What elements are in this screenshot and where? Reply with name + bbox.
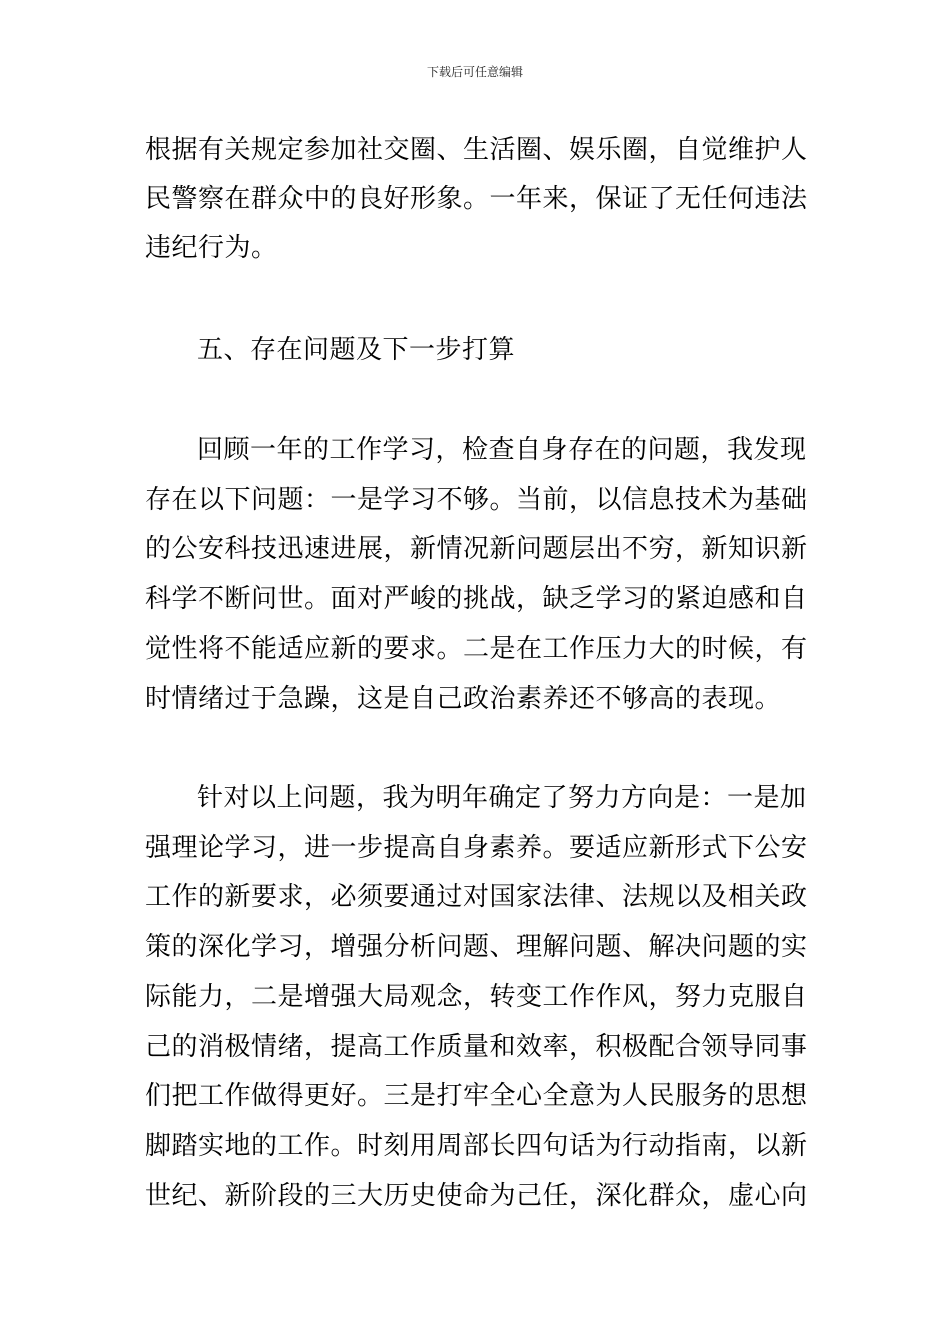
- paragraph-2-line-3: 的公安科技迅速进展，新情况新问题层出不穷，新知识新: [145, 534, 808, 564]
- section-heading: 五、存在问题及下一步打算: [197, 335, 516, 365]
- paragraph-1-line-3: 违纪行为。: [145, 233, 278, 263]
- paragraph-2-line-2: 存在以下问题：一是学习不够。当前，以信息技术为基础: [145, 485, 808, 515]
- paragraph-3-line-9: 世纪、新阶段的三大历史使命为己任，深化群众，虚心向: [145, 1181, 808, 1211]
- paragraph-3-line-7: 们把工作做得更好。三是打牢全心全意为人民服务的思想: [145, 1081, 808, 1111]
- paragraph-2-line-1: 回顾一年的工作学习，检查自身存在的问题，我发现: [197, 435, 807, 465]
- paragraph-3-line-1: 针对以上问题，我为明年确定了努力方向是：一是加: [197, 783, 807, 813]
- page-header: 下载后可任意编辑: [426, 65, 523, 79]
- paragraph-3-line-5: 际能力，二是增强大局观念，转变工作作风，努力克服自: [145, 982, 808, 1012]
- paragraph-1-line-2: 民警察在群众中的良好形象。一年来，保证了无任何违法: [145, 184, 808, 214]
- paragraph-3-line-8: 脚踏实地的工作。时刻用周部长四句话为行动指南，以新: [145, 1131, 808, 1161]
- paragraph-1-line-1: 根据有关规定参加社交圈、生活圈、娱乐圈，自觉维护人: [145, 135, 808, 165]
- paragraph-3-line-3: 工作的新要求，必须要通过对国家法律、法规以及相关政: [145, 882, 808, 912]
- paragraph-2-line-5: 觉性将不能适应新的要求。二是在工作压力大的时候，有: [145, 634, 808, 664]
- paragraph-2-line-4: 科学不断问世。面对严峻的挑战，缺乏学习的紧迫感和自: [145, 584, 808, 614]
- paragraph-3-line-2: 强理论学习，进一步提高自身素养。要适应新形式下公安: [145, 833, 808, 863]
- paragraph-3-line-6: 己的消极情绪，提高工作质量和效率，积极配合领导同事: [145, 1032, 808, 1062]
- paragraph-3-line-4: 策的深化学习，增强分析问题、理解问题、解决问题的实: [145, 932, 808, 962]
- paragraph-2-line-6: 时情绪过于急躁，这是自己政治素养还不够高的表现。: [145, 684, 782, 714]
